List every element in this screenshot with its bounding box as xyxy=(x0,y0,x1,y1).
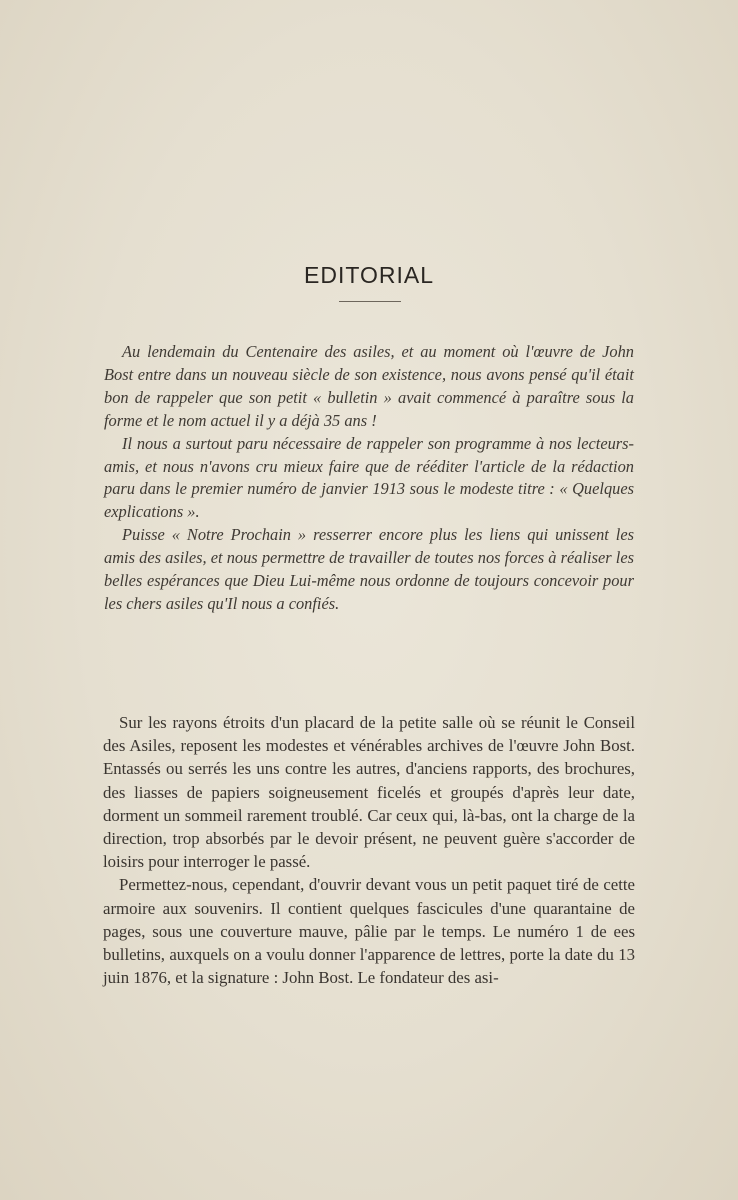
italic-introduction xyxy=(104,341,634,616)
title-divider xyxy=(339,301,401,302)
intro-paragraph: Il nous a surtout paru nécessaire de rappeler son programme à nos lecteurs-amis, et nous n'avons cru mieux faire que de rééditer l'article de la rédaction paru dans le premier numéro de janvier 1913 sous le modeste titre : « Quelques explications ». xyxy=(104,433,634,522)
body-paragraph: Sur les rayons étroits d'un placard de la petite salle où se réunit le Conseil des Asiles, reposent les modestes et vénérables archives de l'œuvre John Bost. Entassés ou serrés les uns contre les autres, d'anciens rapports, des brochures, des liasses de papiers soigneusement ficelés et groupés d'après leur date, dorment un sommeil rarement troublé. Car ceux qui, là-bas, ont la charge de la direction, trop absorbés par le devoir présent, ne peuvent guère s'accorder de loisirs pour interroger le passé. xyxy=(103,713,635,872)
body-paragraph: Permettez-nous, cependant, d'ouvrir devant vous un petit paquet tiré de cette armoire aux souvenirs. Il contient quelques fascicules d'une quarantaine de pages, sous une couverture mauve, pâlie par le temps. Le numéro 1 de ees bulletins, auxquels on a voulu donner l'apparence de lettres, porte la date du 13 juin 1876, et la signature : John Bost. Le fondateur des asi- xyxy=(103,875,635,988)
article-body xyxy=(103,711,635,989)
intro-paragraph: Au lendemain du Centenaire des asiles, et au moment où l'œuvre de John Bost entre dans un nouveau siècle de son existence, nous avons pensé qu'il était bon de rappeler que son petit « bulletin » avait commencé à paraître sous la forme et le nom actuel il y a déjà 35 ans ! xyxy=(104,342,634,430)
intro-paragraph: Puisse « Notre Prochain » resserrer encore plus les liens qui unissent les amis des asiles, et nous permettre de travailler de toutes nos forces à réaliser les belles espérances que Dieu Lui-même nous ordonne de toujours concevoir pour les chers asiles qu'Il nous a confiés. xyxy=(104,525,634,613)
article-title: EDITORIAL xyxy=(304,262,434,288)
